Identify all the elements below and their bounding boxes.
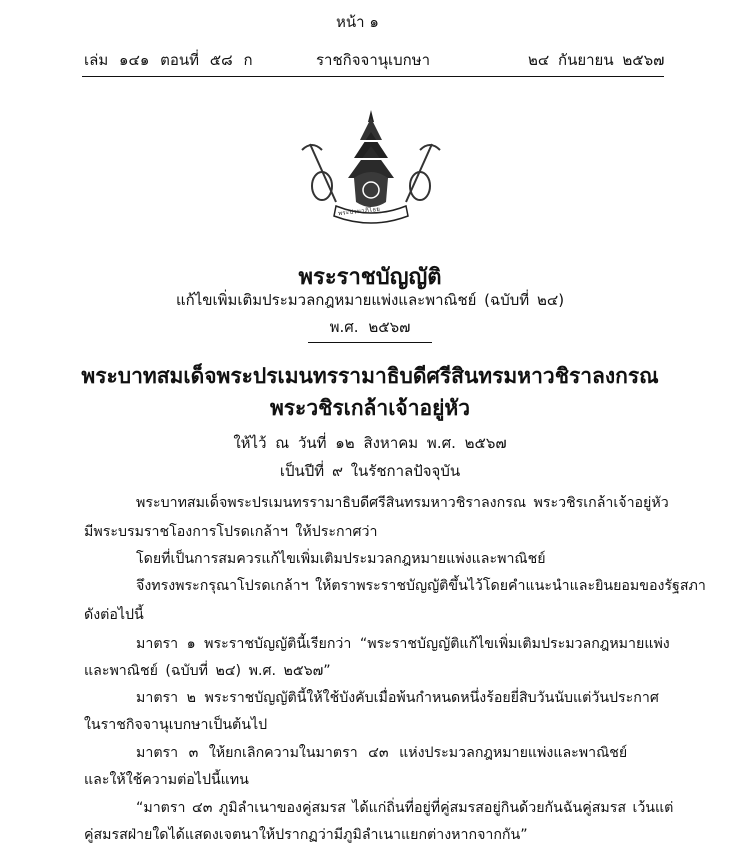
- act-year: พ.ศ. ๒๕๖๗: [329, 318, 411, 336]
- title-rule: [308, 342, 432, 343]
- reason-line: โดยที่เป็นการสมควรแก้ไขเพิ่มเติมประมวลกฎหมายแพ่งและพาณิชย์: [136, 551, 546, 567]
- enactment-line-1: จึงทรงพระกรุณาโปรดเกล้าฯ ให้ตราพระราชบัญญัติขึ้นไว้โดยคำแนะนำและยินยอมของรัฐสภา: [136, 578, 706, 594]
- act-title: พระราชบัญญัติ: [298, 265, 442, 290]
- volume-issue: เล่ม ๑๔๑ ตอนที่ ๕๘ ก: [84, 51, 253, 69]
- section-2-line-1: มาตรา ๒ พระราชบัญญัตินี้ให้ใช้บังคับเมื่อพ้นกำหนดหนึ่งร้อยยี่สิบวันนับแต่วันประกาศ: [136, 690, 659, 706]
- king-name-line-2: พระวชิรเกล้าเจ้าอยู่หัว: [269, 396, 471, 420]
- reign-year: เป็นปีที่ ๙ ในรัชกาลปัจจุบัน: [279, 462, 461, 480]
- quoted-section-43-line-1: “มาตรา ๔๓ ภูมิลำเนาของคู่สมรส ได้แก่ถิ่นที่อยู่ที่คู่สมรสอยู่กินด้วยกันฉันคู่สมรส เว้นแต่: [136, 800, 674, 816]
- quoted-section-43-line-2: คู่สมรสฝ่ายใดได้แสดงเจตนาให้ปรากฏว่ามีภูมิลำเนาแยกต่างหากจากกัน”: [84, 827, 528, 843]
- preamble-line-1: พระบาทสมเด็จพระปรเมนทรรามาธิบดีศรีสินทรมหาวชิราลงกรณ พระวชิรเกล้าเจ้าอยู่หัว: [136, 495, 669, 511]
- publish-date: ๒๔ กันยายน ๒๕๖๗: [528, 51, 665, 69]
- given-date: ให้ไว้ ณ วันที่ ๑๒ สิงหาคม พ.ศ. ๒๕๖๗: [233, 434, 507, 452]
- gazette-name: ราชกิจจานุเบกษา: [316, 51, 431, 69]
- section-2-line-2: ในราชกิจจานุเบกษาเป็นต้นไป: [84, 717, 268, 733]
- header-rule: [82, 76, 664, 77]
- page-number: หน้า ๑: [336, 13, 379, 31]
- section-1-line-2: และพาณิชย์ (ฉบับที่ ๒๔) พ.ศ. ๒๕๖๗”: [84, 663, 331, 679]
- preamble-line-2: มีพระบรมราชโองการโปรดเกล้าฯ ให้ประกาศว่า: [84, 524, 378, 540]
- enactment-line-2: ดังต่อไปนี้: [84, 607, 144, 623]
- king-name-line-1: พระบาทสมเด็จพระปรเมนทรรามาธิบดีศรีสินทรมหาวชิราลงกรณ: [81, 364, 659, 388]
- act-subtitle: แก้ไขเพิ่มเติมประมวลกฎหมายแพ่งและพาณิชย์ (ฉบับที่ ๒๔): [175, 291, 565, 309]
- section-1-line-1: มาตรา ๑ พระราชบัญญัตินี้เรียกว่า “พระราชบัญญัติแก้ไขเพิ่มเติมประมวลกฎหมายแพ่ง: [136, 636, 670, 652]
- emblem-ribbon-text: พระปรมาภิไธย: [337, 205, 381, 218]
- section-3-line-1: มาตรา ๓ ให้ยกเลิกความในมาตรา ๔๓ แห่งประมวลกฎหมายแพ่งและพาณิชย์: [136, 745, 628, 761]
- section-3-line-2: และให้ใช้ความต่อไปนี้แทน: [84, 772, 249, 788]
